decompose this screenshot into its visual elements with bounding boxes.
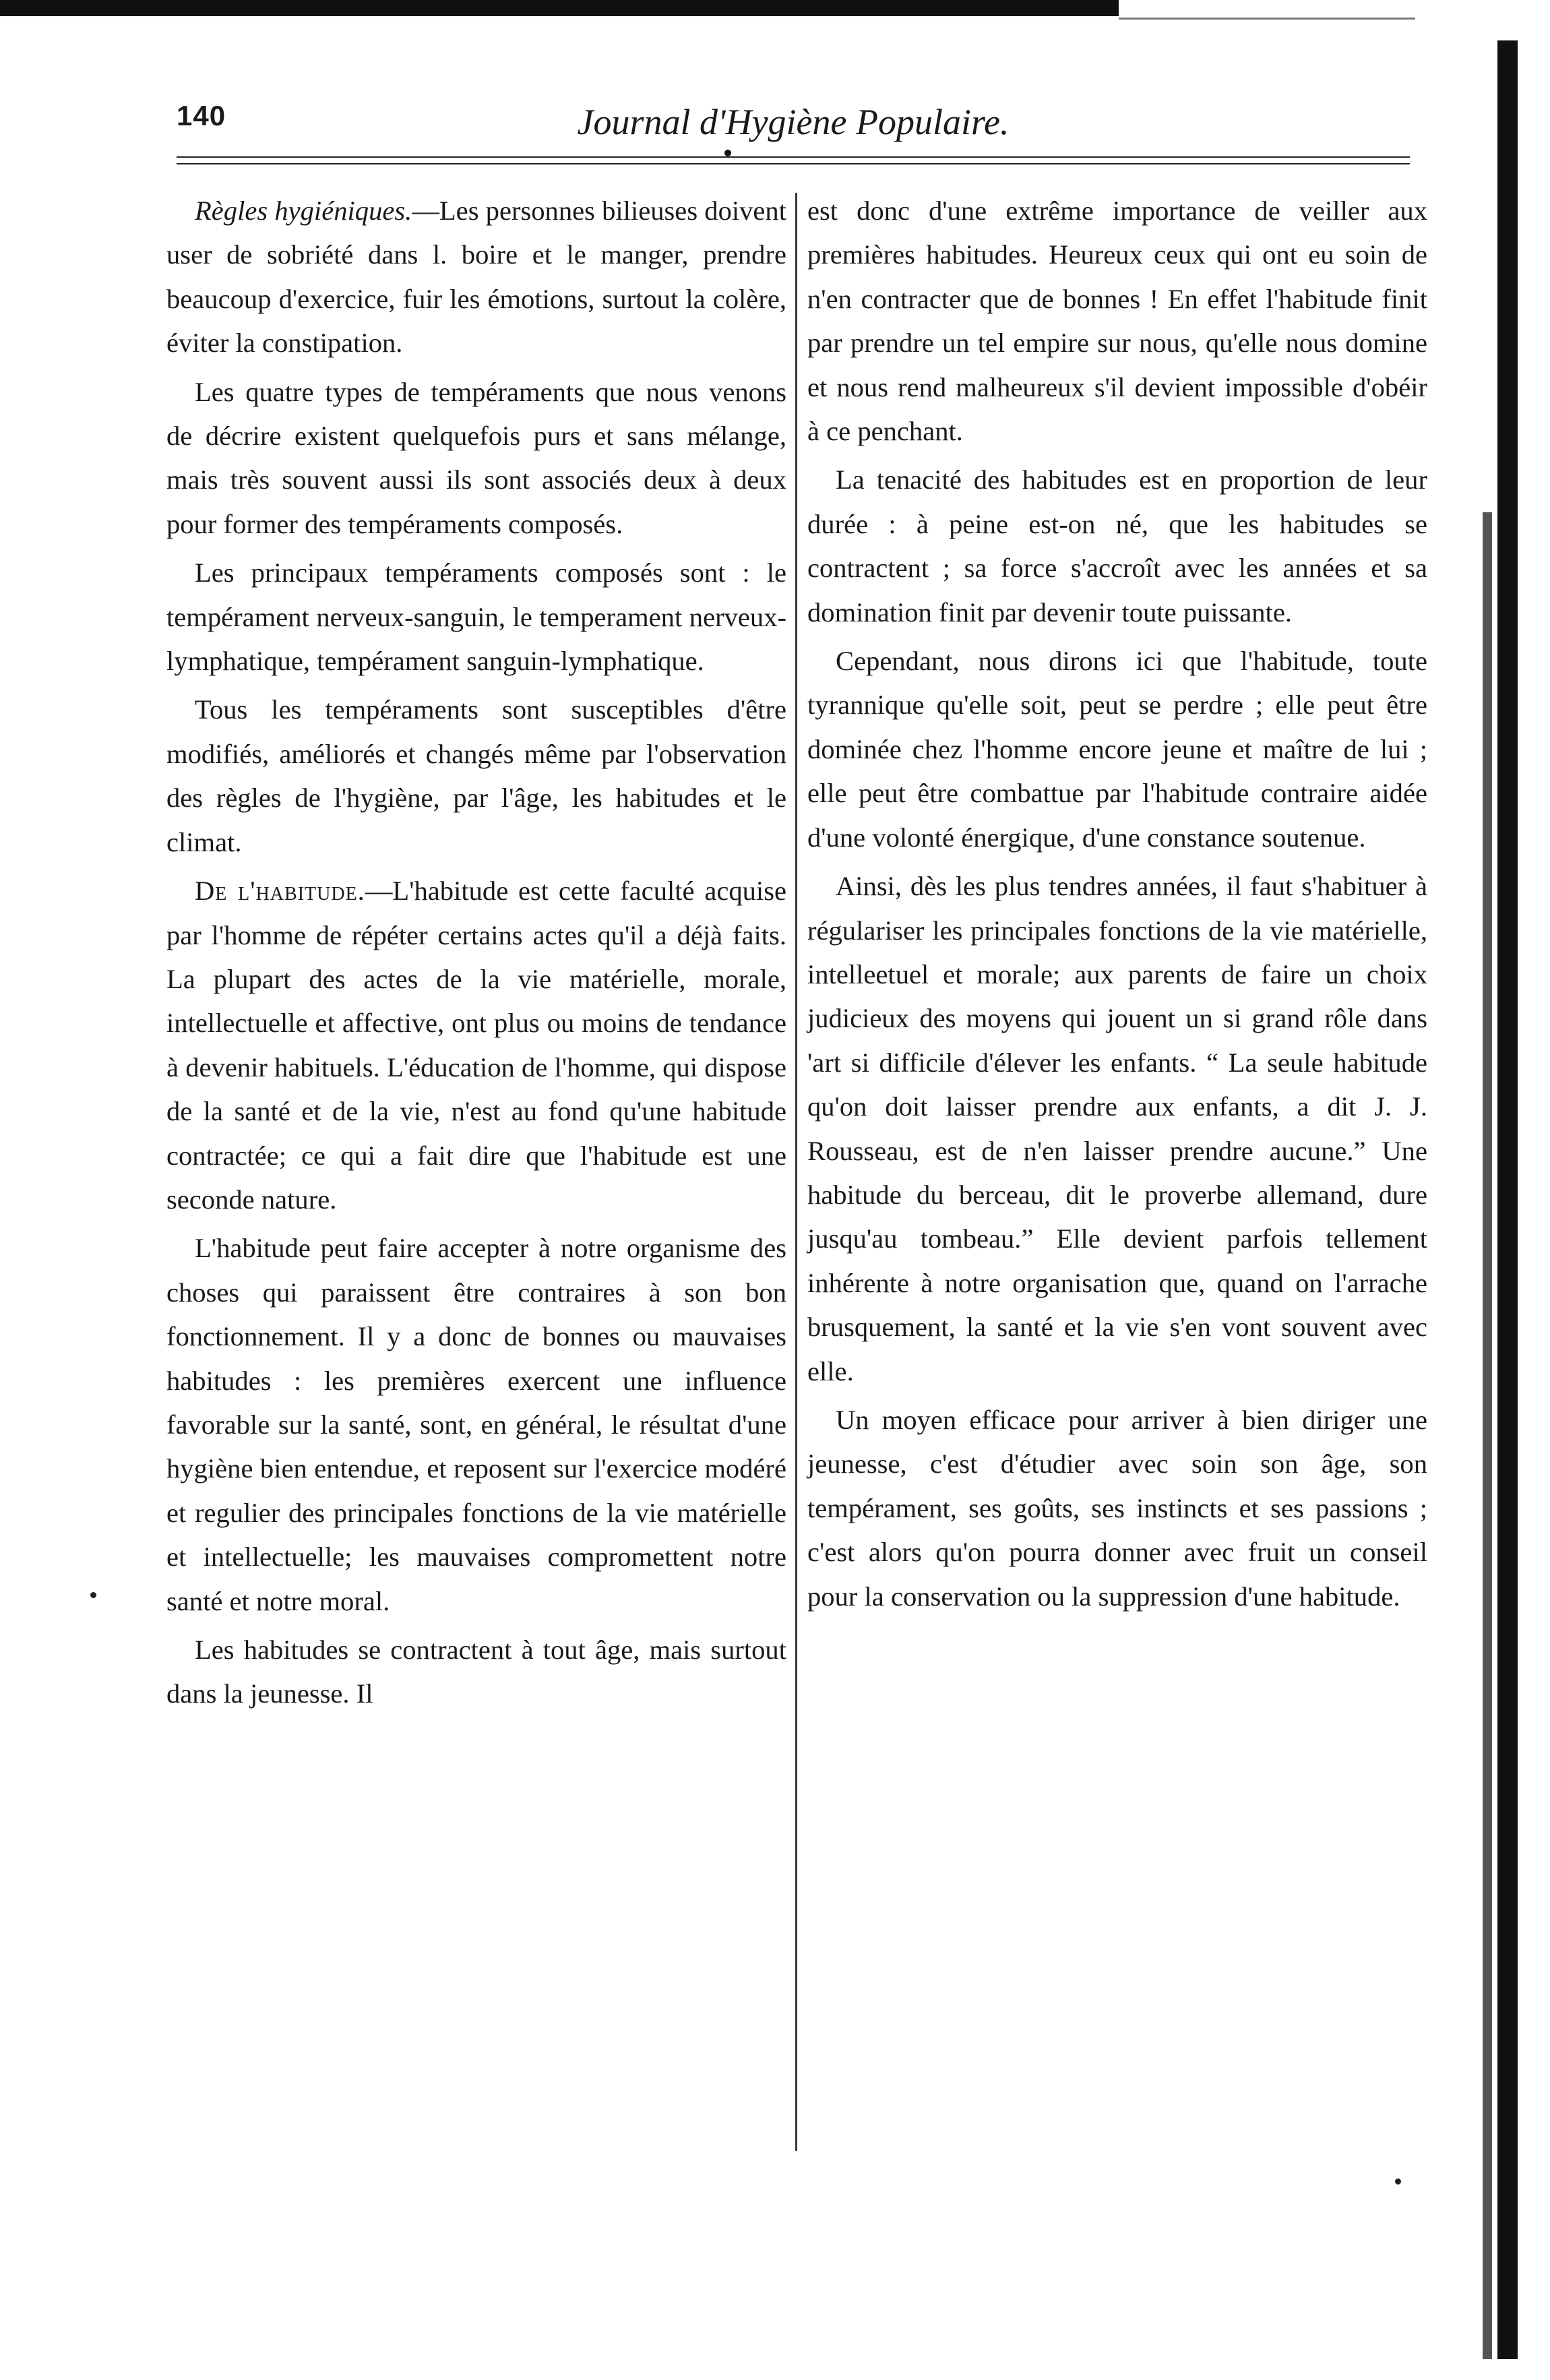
right-column (807, 189, 1427, 1623)
paragraph-text: —L'habitude est cette faculté acquise par l'homme de répéter certains actes qu'il a déjà faits. La plupart des actes de la vie matérielle, morale, intellectuelle et affective, ont plus ou moins de tendance à devenir habituels. L'éducation de l'homme, qui dispose de la santé et de la vie, n'est au fond qu'une habitude contractée; ce qui a fait dire que l'habitude est une seconde nature. (166, 876, 786, 1215)
paragraph-temperaments-modifies: Tous les tempéraments sont susceptibles d'être modifiés, améliorés et changés même par l'observation des règles de l'hygiène, par l'âge, les habitudes et le climat. (166, 694, 786, 857)
header-double-rule (177, 156, 1410, 164)
page-number: 140 (177, 100, 226, 131)
runin-heading-regles: Règles hygiéniques. (195, 195, 412, 226)
left-column (166, 189, 786, 1721)
print-speck (1395, 2178, 1401, 2185)
paragraph-continuation: est donc d'une extrême importance de veiller aux premières habitudes. Heureux ceux qui ont eu soin de n'en contracter que de bonnes ! En effet l'habitude finit par prendre un tel empire sur nous, qu'elle nous domine et nous rend malheureux s'il devient impossible d'obéir à ce penchant. (807, 195, 1427, 447)
paragraph-tenacite: La tenacité des habitudes est en proportion de leur durée : à peine est-on né, que les habitudes se contractent ; sa force s'accroît avec les années et sa domination finit par devenir toute puissante. (807, 464, 1427, 628)
paragraph-moyen-efficace: Un moyen efficace pour arriver à bien diriger une jeunesse, c'est d'étudier avec soin son âge, son tempérament, ses goûts, ses instincts et ses passions ; c'est alors qu'on pourra donner avec fruit un conseil pour la conservation ou la suppression d'une habitude. (807, 1404, 1427, 1612)
page-edge-shadow-inner (1483, 512, 1492, 2359)
paragraph-bonnes-mauvaises-habitudes: L'habitude peut faire accepter à notre organisme des choses qui paraissent être contraires à son bon fonctionnement. Il y a donc de bonnes ou mauvaises habitudes : les premières exercent une influence favorable sur la santé, sont, en général, le résultat d'une hygiène bien entendue, et reposent sur l'exercice modéré et regulier des principales fonctions de la vie matérielle et intellectuelle; les mauvaises compromettent notre santé et notre moral. (166, 1233, 786, 1616)
paragraph-temperaments-composes: Les principaux tempéraments composés sont : le tempérament nerveux-sanguin, le temperament nerveux-lymphatique, tempérament sanguin-lymphatique. (166, 557, 786, 677)
paragraph-de-l-habitude (166, 869, 786, 1221)
paragraph-text: —Les personnes bilieuses doivent user de sobriété dans l. boire et le manger, prendre beaucoup d'exercice, fuir les émotions, surtout la colère, éviter la constipation. (166, 195, 786, 359)
running-title: Journal d'Hygiène Populaire. (577, 102, 1010, 142)
paragraph-types-temperaments: Les quatre types de tempéraments que nous venons de décrire existent quelquefois purs et sans mélange, mais très souvent aussi ils sont associés deux à deux pour former des tempéraments composés. (166, 376, 786, 539)
print-speck (90, 1592, 96, 1598)
runin-heading-habitude: De l'habitude. (195, 876, 365, 907)
paragraph-cependant: Cependant, nous dirons ici que l'habitude, toute tyrannique qu'elle soit, peut se perdre ; elle peut être dominée chez l'homme encore jeune et maître de lui ; elle peut être combattue par l'habitude contraire aidée d'une volonté énergique, d'une constance soutenue. (807, 646, 1427, 853)
column-divider (795, 193, 797, 2151)
paragraph-habitudes-jeunesse: Les habitudes se contractent à tout âge, mais surtout dans la jeunesse. Il (166, 1635, 786, 1709)
page-edge-shadow (1497, 40, 1518, 2359)
page-header (177, 94, 1410, 155)
paragraph-ainsi: Ainsi, dès les plus tendres années, il faut s'habituer à régulariser les principales fonctions de la vie matérielle, intelleetuel et morale; aux parents de faire un choix judicieux des moyens qui jouent un si grand rôle dans 'art si difficile d'élever les enfants. “ La seule habitude qu'on doit laisser prendre aux enfants, a dit J. J. Rousseau, est de n'en laisser prendre aucune.” Une habitude du berceau, dit le proverbe allemand, dure jusqu'au tombeau.” Elle devient parfois tellement inhérente à notre organisation que, quand on l'arrache brusquement, la santé et la vie s'en vont souvent avec elle. (807, 871, 1427, 1386)
top-border-rule (0, 0, 1119, 16)
top-border-rule-thin (1119, 18, 1415, 20)
header-rule-ornament (724, 150, 731, 156)
paragraph-regles-hygieniques (166, 189, 786, 365)
